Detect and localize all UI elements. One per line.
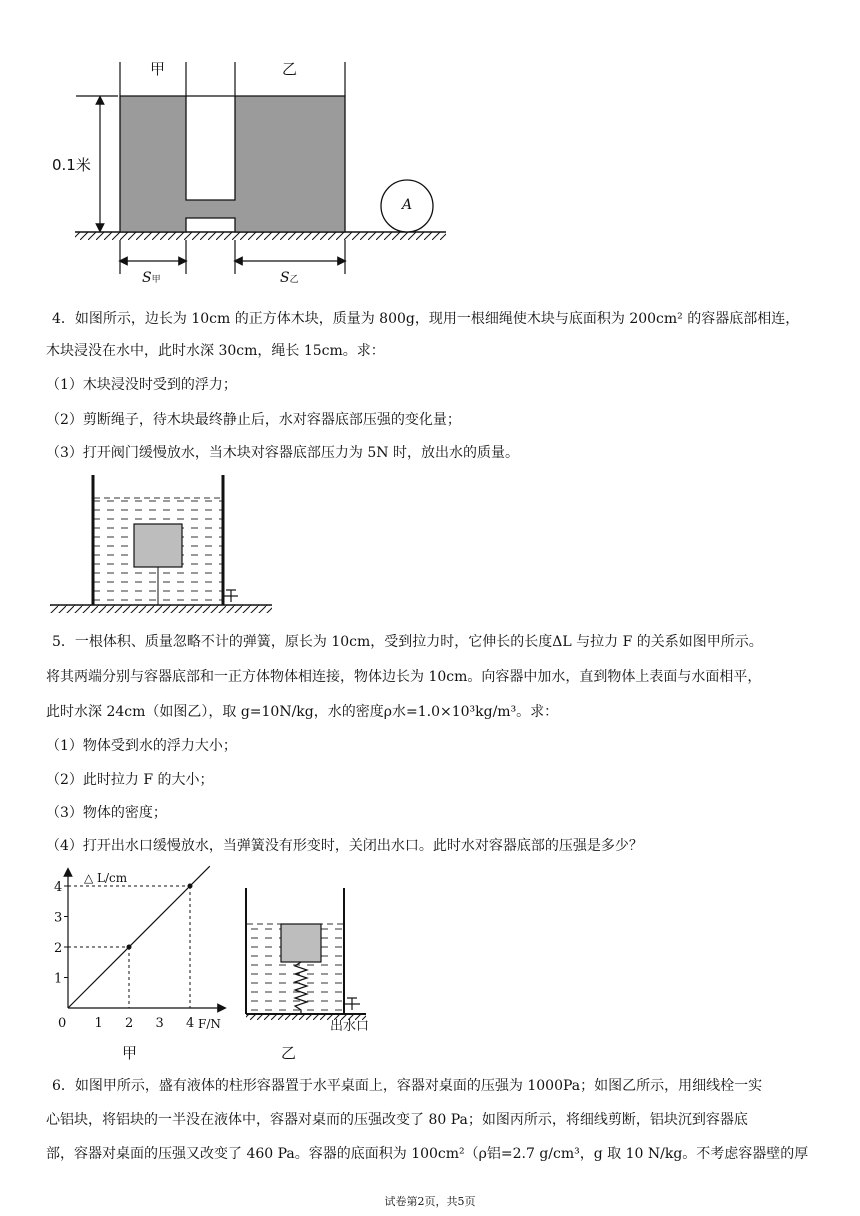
x-tick-label: 4 xyxy=(186,1016,195,1031)
figure-yi-spring xyxy=(236,880,396,1030)
q4-sub3: （3）打开阀门缓慢放水，当木块对容器底部压力为 5N 时，放出水的质量。 xyxy=(46,445,519,461)
q4-sub1: （1）木块浸没时受到的浮力； xyxy=(46,377,237,393)
label-jia: 甲 xyxy=(150,60,166,78)
x-tick-label: 3 xyxy=(155,1016,164,1031)
q5-sub3: （3）物体的密度； xyxy=(46,805,167,821)
q5-sub4: （4）打开出水口缓慢放水，当弹簧没有形变时，关闭出水口。此时水对容器底部的压强是多少？ xyxy=(46,838,643,854)
cube-object xyxy=(281,924,321,962)
page-footer: 试卷第2页，共5页 xyxy=(384,1195,476,1208)
height-label: 0.1米 xyxy=(52,156,91,174)
figure-q4-container xyxy=(50,470,280,620)
y-tick-label: 4 xyxy=(54,880,63,895)
container-body xyxy=(120,96,345,232)
x-tick-label: 2 xyxy=(125,1016,134,1031)
q6-line2: 心铝块，将铝块的一半没在液体中，容器对桌而的压强改变了 80 Pa；如图丙所示，将细线剪断，铝块沉到容器底 xyxy=(46,1112,748,1128)
q6-line1: 6．如图甲所示，盛有液体的柱形容器置于水平桌面上，容器对桌面的压强为 1000Pa；如图乙所示，用细线栓一实 xyxy=(52,1078,763,1094)
fig-yi-caption: 乙 xyxy=(281,1044,297,1062)
q5-line2: 将其两端分别与容器底部和一正方体物体相连接，物体边长为 10cm。向容器中加水，直到物体上表面与水面相平， xyxy=(46,669,762,685)
label-yi: 乙 xyxy=(282,60,298,78)
x-tick-label: 1 xyxy=(94,1016,103,1031)
x-axis-label: F/N xyxy=(198,1017,221,1031)
q5-line1: 5．一根体积、质量忽略不计的弹簧，原长为 10cm，受到拉力时，它伸长的长度ΔL 与拉力 F 的关系如图甲所示。 xyxy=(52,634,763,650)
graph-caption: 甲 xyxy=(122,1044,138,1062)
y-axis-label: △ L/cm xyxy=(84,871,128,885)
graph-jia-chart xyxy=(40,860,240,1060)
figure-containers-jia-yi xyxy=(0,0,860,300)
s-yi-label: S乙 xyxy=(280,270,299,286)
q4-sub2: （2）剪断绳子，待木块最终静止后，水对容器底部压强的变化量； xyxy=(46,412,461,428)
q4-line2: 木块浸没在水中，此时水深 30cm，绳长 15cm。求： xyxy=(46,343,385,359)
y-tick-label: 3 xyxy=(54,910,63,926)
q5-line3: 此时水深 24cm（如图乙），取 g=10N/kg，水的密度ρ水=1.0×10³kg/m³。求： xyxy=(46,704,559,720)
q4-line1: 4．如图所示，边长为 10cm 的正方体木块，质量为 800g，现用一根细绳使木块与底面积为 200cm² 的容器底部相连， xyxy=(52,311,800,327)
q6-line3: 部，容器对桌面的压强又改变了 460 Pa。容器的底面积为 100cm²（ρ铝=2.7 g/cm³，g 取 10 N/kg。不考虑容器壁的厚 xyxy=(46,1146,809,1162)
data-point xyxy=(188,884,193,889)
q5-sub2: （2）此时拉力 F 的大小； xyxy=(46,772,214,788)
data-point xyxy=(127,945,132,950)
x-tick-label: 0 xyxy=(58,1016,67,1031)
wood-block xyxy=(134,524,182,567)
s-jia-label: S甲 xyxy=(142,270,161,286)
y-tick-label: 2 xyxy=(54,941,63,956)
ball-label: A xyxy=(402,197,413,213)
y-tick-label: 1 xyxy=(54,971,63,987)
q5-sub1: （1）物体受到水的浮力大小； xyxy=(46,738,237,754)
outlet-label: 出水口 xyxy=(330,1019,370,1034)
